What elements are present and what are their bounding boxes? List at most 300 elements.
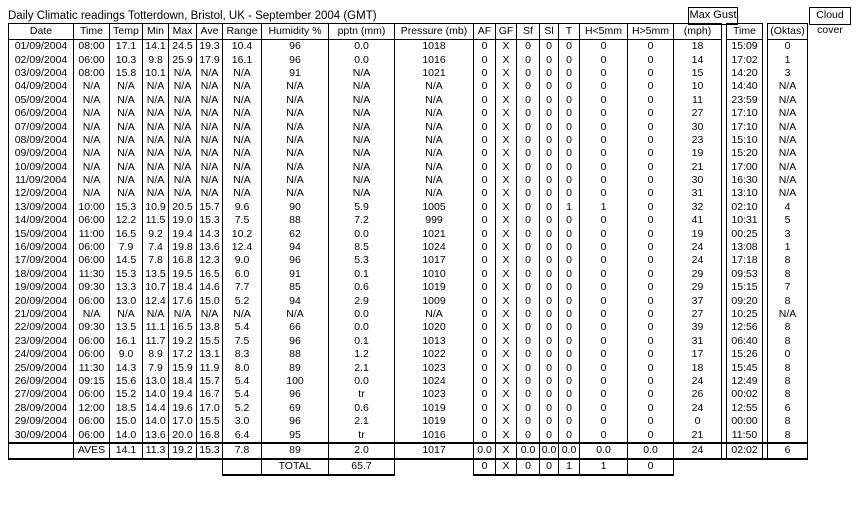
cell-gf: X	[496, 120, 517, 133]
cell-t: 0	[559, 335, 580, 348]
cell-date: 10/09/2004	[9, 161, 74, 174]
cell-sf: 0	[517, 361, 540, 374]
table-row	[9, 268, 808, 281]
cell-af: 0	[474, 67, 496, 80]
cell-gust-mph: 37	[674, 294, 722, 307]
cell-ave: 15.3	[197, 214, 223, 227]
cell-humidity: 95	[262, 428, 329, 442]
cell-gf: X	[496, 308, 517, 321]
avg-gf: X	[496, 443, 517, 459]
cell-h-lt5: 0	[580, 268, 628, 281]
cell-cloud: 0	[768, 40, 808, 54]
cell-pressure: 1017	[395, 254, 474, 267]
cell-min: 13.0	[143, 375, 169, 388]
cell-date: 03/09/2004	[9, 67, 74, 80]
cell-temp: 15.2	[110, 388, 143, 401]
cell-time: 06:00	[74, 294, 110, 307]
cell-af: 0	[474, 80, 496, 93]
cell-min: 7.8	[143, 254, 169, 267]
cell-gust-mph: 24	[674, 241, 722, 254]
cell-pptn: N/A	[329, 187, 395, 200]
cell-gust-mph: 11	[674, 94, 722, 107]
cell-pptn: 5.9	[329, 201, 395, 214]
cell-max: 15.9	[169, 361, 197, 374]
cell-pptn: N/A	[329, 161, 395, 174]
cell-sl: 0	[540, 241, 559, 254]
cell-sl: 0	[540, 321, 559, 334]
cell-gf: X	[496, 415, 517, 428]
cell-h-lt5: 0	[580, 388, 628, 401]
cell-time: N/A	[74, 174, 110, 187]
cell-range: 10.4	[223, 40, 262, 54]
cell-humidity: 90	[262, 201, 329, 214]
cell-max: 18.4	[169, 281, 197, 294]
cell-humidity: 94	[262, 241, 329, 254]
cell-gust-mph: 27	[674, 308, 722, 321]
cell-time: 06:00	[74, 254, 110, 267]
avg-sl: 0.0	[540, 443, 559, 459]
cell-h-lt5: 0	[580, 375, 628, 388]
cell-date: 09/09/2004	[9, 147, 74, 160]
col-header-ave: Ave	[197, 24, 223, 40]
cell-range: N/A	[223, 120, 262, 133]
cell-af: 0	[474, 428, 496, 442]
cell-gust-time: 12:49	[727, 375, 763, 388]
cell-date: 30/09/2004	[9, 428, 74, 442]
cell-temp: 15.3	[110, 268, 143, 281]
cell-sf: 0	[517, 174, 540, 187]
cell-h-gt5: 0	[628, 161, 674, 174]
cell-gf: X	[496, 214, 517, 227]
cell-humidity: 96	[262, 335, 329, 348]
avg-gust-time: 02:02	[727, 443, 763, 459]
cell-gust-mph: 23	[674, 134, 722, 147]
cell-sf: 0	[517, 40, 540, 54]
cell-ave: 15.5	[197, 335, 223, 348]
cell-sl: 0	[540, 67, 559, 80]
cell-gust-time: 06:40	[727, 335, 763, 348]
col-header-t: T	[559, 24, 580, 40]
cell-h-gt5: 0	[628, 94, 674, 107]
cell-temp: 16.1	[110, 335, 143, 348]
cell-temp: 13.5	[110, 321, 143, 334]
cell-cloud: 1	[768, 53, 808, 66]
cell-date: 17/09/2004	[9, 254, 74, 267]
cell-cloud: 6	[768, 402, 808, 415]
cell-sl: 0	[540, 201, 559, 214]
cell-temp: 13.3	[110, 281, 143, 294]
cell-h-lt5: 0	[580, 361, 628, 374]
cell-pressure: N/A	[395, 187, 474, 200]
cell-h-lt5: 0	[580, 308, 628, 321]
cell-t: 0	[559, 147, 580, 160]
cell-humidity: 91	[262, 67, 329, 80]
cell-range: N/A	[223, 187, 262, 200]
cell-h-gt5: 0	[628, 187, 674, 200]
cell-range: 5.2	[223, 402, 262, 415]
table-row	[9, 94, 808, 107]
cell-min: N/A	[143, 120, 169, 133]
cell-gust-time: 12:55	[727, 402, 763, 415]
cell-time: 08:00	[74, 40, 110, 54]
cell-max: N/A	[169, 67, 197, 80]
cell-t: 0	[559, 308, 580, 321]
cell-cloud: 7	[768, 281, 808, 294]
cell-sf: 0	[517, 348, 540, 361]
cell-pptn: N/A	[329, 134, 395, 147]
cell-ave: N/A	[197, 308, 223, 321]
cell-humidity: 88	[262, 348, 329, 361]
cell-temp: N/A	[110, 94, 143, 107]
cell-date: 05/09/2004	[9, 94, 74, 107]
cell-af: 0	[474, 40, 496, 54]
cell-date: 07/09/2004	[9, 120, 74, 133]
cell-gust-time: 09:53	[727, 268, 763, 281]
cell-temp: 18.5	[110, 402, 143, 415]
cell-sf: 0	[517, 147, 540, 160]
table-row	[9, 80, 808, 93]
col-header-sf: Sf	[517, 24, 540, 40]
cell-date: 26/09/2004	[9, 375, 74, 388]
cell-temp: 16.5	[110, 227, 143, 240]
cell-sl: 0	[540, 335, 559, 348]
cell-range: 12.4	[223, 241, 262, 254]
cell-af: 0	[474, 254, 496, 267]
cell-max: 20.5	[169, 201, 197, 214]
avg-temp: 14.1	[110, 443, 143, 459]
cell-sf: 0	[517, 187, 540, 200]
totals-blank	[727, 459, 763, 475]
cell-gust-time: 13:08	[727, 241, 763, 254]
table-row	[9, 40, 808, 54]
totals-blank	[395, 459, 474, 475]
table-row	[9, 415, 808, 428]
table-row	[9, 254, 808, 267]
cell-cloud: N/A	[768, 94, 808, 107]
cell-min: 14.0	[143, 388, 169, 401]
cell-min: 13.5	[143, 268, 169, 281]
cell-time: N/A	[74, 107, 110, 120]
cell-date: 13/09/2004	[9, 201, 74, 214]
cell-h-gt5: 0	[628, 214, 674, 227]
cell-h-lt5: 0	[580, 335, 628, 348]
cell-h-lt5: 0	[580, 428, 628, 442]
cell-h-lt5: 0	[580, 80, 628, 93]
cell-max: 19.2	[169, 335, 197, 348]
cell-range: N/A	[223, 308, 262, 321]
col-header-sl: Sl	[540, 24, 559, 40]
avg-pptn: 2.0	[329, 443, 395, 459]
cell-gf: X	[496, 402, 517, 415]
cell-cloud: 3	[768, 227, 808, 240]
cell-af: 0	[474, 94, 496, 107]
cell-cloud: 8	[768, 428, 808, 442]
cell-sf: 0	[517, 120, 540, 133]
cell-ave: 15.7	[197, 201, 223, 214]
avg-range: 7.8	[223, 443, 262, 459]
cell-h-gt5: 0	[628, 107, 674, 120]
cell-humidity: N/A	[262, 147, 329, 160]
col-header-range: Range	[223, 24, 262, 40]
cell-h-gt5: 0	[628, 361, 674, 374]
cell-af: 0	[474, 241, 496, 254]
cell-t: 0	[559, 174, 580, 187]
cell-max: N/A	[169, 161, 197, 174]
cell-humidity: N/A	[262, 94, 329, 107]
cell-h-lt5: 0	[580, 348, 628, 361]
cell-sl: 0	[540, 227, 559, 240]
cell-gf: X	[496, 361, 517, 374]
cell-temp: 13.0	[110, 294, 143, 307]
totals-row	[9, 459, 808, 475]
cell-h-lt5: 0	[580, 294, 628, 307]
cell-humidity: N/A	[262, 107, 329, 120]
cell-t: 0	[559, 187, 580, 200]
cell-min: 10.1	[143, 67, 169, 80]
cell-pptn: N/A	[329, 147, 395, 160]
cell-min: 11.7	[143, 335, 169, 348]
cell-gust-time: 10:25	[727, 308, 763, 321]
cell-t: 0	[559, 67, 580, 80]
cell-pressure: 1016	[395, 53, 474, 66]
cell-h-gt5: 0	[628, 241, 674, 254]
avg-time: AVES	[74, 443, 110, 459]
cell-sf: 0	[517, 134, 540, 147]
cell-af: 0	[474, 415, 496, 428]
cell-h-gt5: 0	[628, 134, 674, 147]
avg-max: 19.2	[169, 443, 197, 459]
cell-gust-mph: 30	[674, 120, 722, 133]
cell-max: 19.0	[169, 214, 197, 227]
table-row	[9, 201, 808, 214]
cell-t: 0	[559, 281, 580, 294]
cell-range: 5.4	[223, 375, 262, 388]
cell-time: 12:00	[74, 402, 110, 415]
cell-date: 24/09/2004	[9, 348, 74, 361]
cell-sf: 0	[517, 294, 540, 307]
cell-h-gt5: 0	[628, 294, 674, 307]
cell-pptn: 2.9	[329, 294, 395, 307]
cell-humidity: 96	[262, 388, 329, 401]
cell-time: N/A	[74, 161, 110, 174]
cell-cloud: 8	[768, 361, 808, 374]
cell-humidity: 94	[262, 294, 329, 307]
cell-af: 0	[474, 361, 496, 374]
cell-h-gt5: 0	[628, 120, 674, 133]
cell-temp: N/A	[110, 147, 143, 160]
cell-temp: 17.1	[110, 40, 143, 54]
cell-range: 7.7	[223, 281, 262, 294]
cell-t: 0	[559, 361, 580, 374]
cell-max: N/A	[169, 147, 197, 160]
cell-gf: X	[496, 147, 517, 160]
table-row	[9, 402, 808, 415]
cell-humidity: N/A	[262, 134, 329, 147]
cell-gf: X	[496, 174, 517, 187]
cell-date: 06/09/2004	[9, 107, 74, 120]
cell-cloud: N/A	[768, 120, 808, 133]
cell-af: 0	[474, 174, 496, 187]
cell-min: 11.1	[143, 321, 169, 334]
cell-gust-mph: 17	[674, 348, 722, 361]
cloud-cover-header-box: Cloud cover	[809, 7, 851, 25]
cell-h-gt5: 0	[628, 80, 674, 93]
cell-ave: 14.6	[197, 281, 223, 294]
cell-gf: X	[496, 53, 517, 66]
cell-gust-time: 00:00	[727, 415, 763, 428]
cell-sf: 0	[517, 268, 540, 281]
cell-gust-time: 15:45	[727, 361, 763, 374]
cell-sl: 0	[540, 107, 559, 120]
cell-cloud: 3	[768, 67, 808, 80]
cell-gf: X	[496, 241, 517, 254]
table-row	[9, 187, 808, 200]
cell-gust-mph: 24	[674, 402, 722, 415]
cell-time: 06:00	[74, 415, 110, 428]
cell-gf: X	[496, 161, 517, 174]
table-row	[9, 294, 808, 307]
cell-gust-time: 10:31	[727, 214, 763, 227]
avg-ave: 15.3	[197, 443, 223, 459]
cell-sl: 0	[540, 375, 559, 388]
cell-h-gt5: 0	[628, 40, 674, 54]
cell-ave: N/A	[197, 120, 223, 133]
table-row	[9, 107, 808, 120]
cell-pressure: 1010	[395, 268, 474, 281]
cell-range: N/A	[223, 147, 262, 160]
cell-sf: 0	[517, 94, 540, 107]
cell-pressure: N/A	[395, 134, 474, 147]
cell-h-lt5: 0	[580, 415, 628, 428]
cell-gust-mph: 10	[674, 80, 722, 93]
totals-blank	[143, 459, 169, 475]
cell-t: 0	[559, 241, 580, 254]
cell-min: 7.9	[143, 361, 169, 374]
cell-h-lt5: 0	[580, 241, 628, 254]
cell-h-lt5: 0	[580, 321, 628, 334]
cell-max: 18.4	[169, 375, 197, 388]
cell-gust-time: 02:10	[727, 201, 763, 214]
cell-date: 14/09/2004	[9, 214, 74, 227]
cell-cloud: 8	[768, 388, 808, 401]
cell-cloud: N/A	[768, 174, 808, 187]
cell-date: 19/09/2004	[9, 281, 74, 294]
cell-pptn: N/A	[329, 120, 395, 133]
cell-max: N/A	[169, 174, 197, 187]
cell-min: 7.4	[143, 241, 169, 254]
col-header-date: Date	[9, 24, 74, 40]
cell-range: 8.0	[223, 361, 262, 374]
avg-gust-mph: 24	[674, 443, 722, 459]
cell-t: 0	[559, 428, 580, 442]
cell-sl: 0	[540, 254, 559, 267]
cell-gust-time: 17:10	[727, 120, 763, 133]
cell-pptn: 2.1	[329, 415, 395, 428]
cell-time: 06:00	[74, 348, 110, 361]
cell-gf: X	[496, 80, 517, 93]
cell-gust-mph: 24	[674, 254, 722, 267]
cell-pressure: 1023	[395, 361, 474, 374]
cell-h-gt5: 0	[628, 321, 674, 334]
cell-date: 20/09/2004	[9, 294, 74, 307]
cell-range: 5.4	[223, 321, 262, 334]
cell-max: N/A	[169, 187, 197, 200]
cell-gust-time: 00:02	[727, 388, 763, 401]
cell-time: 06:00	[74, 388, 110, 401]
cell-t: 0	[559, 227, 580, 240]
cell-af: 0	[474, 227, 496, 240]
cell-h-gt5: 0	[628, 375, 674, 388]
cell-max: 17.0	[169, 415, 197, 428]
cell-max: N/A	[169, 308, 197, 321]
cell-h-gt5: 0	[628, 281, 674, 294]
cell-sf: 0	[517, 241, 540, 254]
cell-cloud: N/A	[768, 161, 808, 174]
cell-h-gt5: 0	[628, 67, 674, 80]
cell-af: 0	[474, 308, 496, 321]
table-row	[9, 428, 808, 442]
cell-t: 0	[559, 375, 580, 388]
cell-sl: 0	[540, 361, 559, 374]
cell-range: N/A	[223, 67, 262, 80]
cell-gust-mph: 18	[674, 40, 722, 54]
cell-min: N/A	[143, 80, 169, 93]
cell-sl: 0	[540, 134, 559, 147]
cell-pressure: 1009	[395, 294, 474, 307]
col-header-min: Min	[143, 24, 169, 40]
cell-sl: 0	[540, 187, 559, 200]
totals-blank	[110, 459, 143, 475]
cell-temp: 12.2	[110, 214, 143, 227]
cell-max: 19.6	[169, 402, 197, 415]
cell-pressure: 999	[395, 214, 474, 227]
cell-max: 17.6	[169, 294, 197, 307]
cell-cloud: 8	[768, 415, 808, 428]
cell-pptn: N/A	[329, 94, 395, 107]
cell-ave: 12.3	[197, 254, 223, 267]
cell-af: 0	[474, 268, 496, 281]
avg-date-blank	[9, 443, 74, 459]
cell-date: 22/09/2004	[9, 321, 74, 334]
cell-temp: 15.8	[110, 67, 143, 80]
cell-sf: 0	[517, 375, 540, 388]
report-title: Daily Climatic readings Totterdown, Bristol, UK - September 2004 (GMT)	[8, 10, 377, 22]
cell-gf: X	[496, 428, 517, 442]
cell-time: 09:15	[74, 375, 110, 388]
cell-ave: 17.0	[197, 402, 223, 415]
cell-pptn: tr	[329, 428, 395, 442]
cell-min: 9.2	[143, 227, 169, 240]
cell-gf: X	[496, 294, 517, 307]
cell-max: 19.8	[169, 241, 197, 254]
cell-max: 25.9	[169, 53, 197, 66]
avg-humidity: 89	[262, 443, 329, 459]
cell-ave: N/A	[197, 147, 223, 160]
cell-sf: 0	[517, 428, 540, 442]
cell-cloud: 8	[768, 375, 808, 388]
cell-pptn: N/A	[329, 67, 395, 80]
cell-gust-mph: 39	[674, 321, 722, 334]
cell-pressure: 1020	[395, 321, 474, 334]
cell-humidity: 62	[262, 227, 329, 240]
cell-gust-mph: 32	[674, 201, 722, 214]
cell-humidity: 69	[262, 402, 329, 415]
cell-time: 11:30	[74, 268, 110, 281]
cell-humidity: 100	[262, 375, 329, 388]
cell-time: 10:00	[74, 201, 110, 214]
cell-gust-time: 15:20	[727, 147, 763, 160]
cell-cloud: 8	[768, 294, 808, 307]
